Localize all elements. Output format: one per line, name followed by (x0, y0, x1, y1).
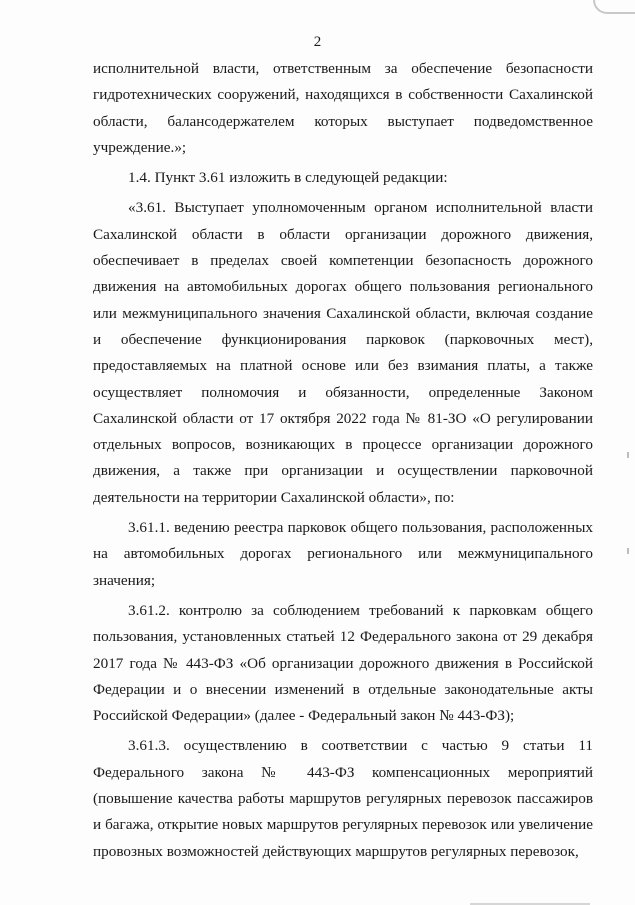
paragraph-item-3-61-3: 3.61.3. осуществлению в соответствии с частью 9 статьи 11 Федерального закона № 443-ФЗ компенсационных мероприятий (повышение качества работы маршрутов регулярных перевозок пассажиров и багажа, открытие новых маршрутов регулярных перевозок или увеличение провозных возможностей действующих маршрутов регулярных перевозок, (93, 737, 593, 860)
paragraph-item-3-61-2: 3.61.2. контролю за соблюдением требований к парковкам общего пользования, установленных статьей 12 Федерального закона от 29 декабря 2017 года № 443-ФЗ «Об организации дорожного движения в Российской Федерации и о внесении изменений в отдельные законодательные акты Российской Федерации» (далее - Федеральный закон № 443-ФЗ); (93, 601, 593, 725)
scan-speck (627, 452, 629, 458)
paragraph-item-3-61-1: 3.61.1. ведению реестра парковок общего пользования, расположенных на автомобильных дорогах регионального или межмуниципального значения; (93, 519, 593, 589)
scan-speck (627, 548, 629, 554)
paragraph-item-1-4: 1.4. Пункт 3.61 изложить в следующей редакции: (128, 169, 448, 187)
page-number: 2 (313, 34, 322, 50)
paragraph-item-3-61: «3.61. Выступает уполномоченным органом исполнительной власти Сахалинской области в области организации дорожного движения, обеспечивает в пределах своей компетенции безопасность дорожного движения на автомобильных дорогах общего пользования регионального или межмуниципального значения Сахалинской области, включая создание и обеспечение функционирования парковок (парковочных мест), предоставляемых на платной основе или без взимания платы, а также осуществляет полномочия и обязанности, определенные Законом Сахалинской области от 17 октября 2022 года № 81-ЗО «О регулировании отдельных вопросов, возникающих в процессе организации дорожного движения, а также при организации и осуществлении парковочной деятельности на территории Сахалинской области», по: (93, 199, 593, 506)
paragraph-continuation: исполнительной власти, ответственным за обеспечение безопасности гидротехнических сооружений, находящихся в собственности Сахалинской области, балансодержателем которых выступает подведомственное учреждение.»; (93, 60, 593, 156)
scan-corner-artifact (593, 0, 635, 14)
document-body (93, 56, 593, 869)
